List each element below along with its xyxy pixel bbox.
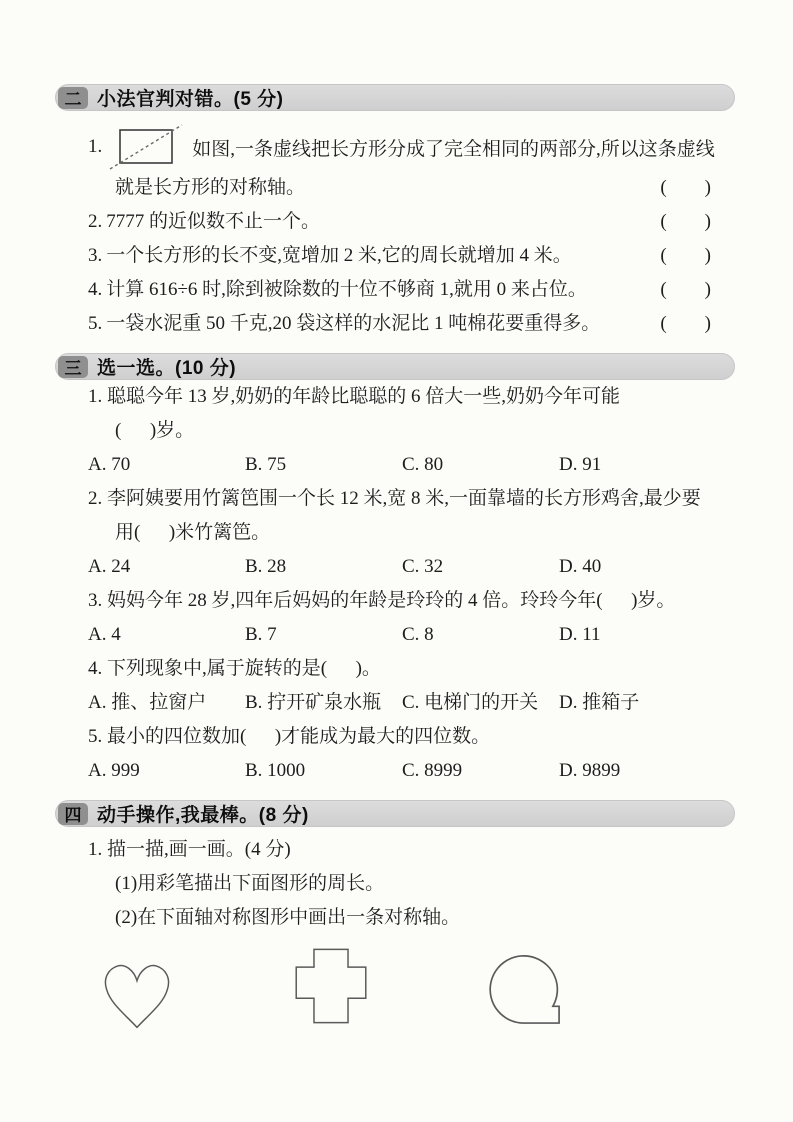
question-text: 计算 616÷6 时,除到被除数的十位不够商 1,就用 0 来占位。 — [106, 279, 587, 300]
choice-question-3-options — [55, 618, 735, 652]
section-number-badge: 三 — [58, 356, 88, 378]
heart-figure — [100, 955, 174, 1039]
notched-circle-figure — [486, 947, 570, 1037]
question-number: 1. — [88, 136, 103, 157]
option-a: A. 70 — [88, 454, 131, 475]
option-c: C. 8999 — [402, 760, 463, 781]
section-title: 小法官判对错。(5 分) — [97, 89, 284, 110]
judge-question-5 — [55, 307, 735, 341]
option-a: A. 推、拉窗户 — [88, 692, 207, 713]
answer-blank: ( ) — [660, 177, 711, 198]
option-d: D. 推箱子 — [559, 692, 640, 713]
option-d: D. 91 — [559, 454, 602, 475]
choice-question-2-line1: 2. 李阿姨要用竹篱笆围一个长 12 米,宽 8 米,一面靠墙的长方形鸡舍,最少要 — [88, 488, 701, 509]
answer-blank: ( ) — [660, 245, 711, 266]
rectangle-dashed-diagonal-figure — [108, 122, 184, 172]
hands-on-sub-1: (1)用彩笔描出下面图形的周长。 — [115, 873, 385, 894]
choice-question-4-line1: 4. 下列现象中,属于旋转的是( )。 — [88, 658, 381, 679]
option-b: B. 拧开矿泉水瓶 — [245, 692, 382, 713]
question-number: 3. — [88, 245, 103, 266]
judge-question-4 — [55, 273, 735, 307]
question-text: 7777 的近似数不止一个。 — [106, 211, 321, 232]
section-hands-on-header — [55, 800, 735, 827]
question-text — [88, 273, 587, 307]
judge-question-1 — [55, 123, 735, 171]
option-d: D. 11 — [559, 624, 601, 645]
option-c: C. 8 — [402, 624, 434, 645]
option-c: C. 电梯门的开关 — [402, 692, 539, 713]
question-text: 如图,一条虚线把长方形分成了完全相同的两部分,所以这条虚线 — [192, 138, 715, 160]
answer-blank: ( ) — [660, 279, 711, 300]
choice-question-5-line1: 5. 最小的四位数加( )才能成为最大的四位数。 — [88, 726, 491, 747]
cross-figure — [294, 947, 368, 1025]
option-c: C. 32 — [402, 556, 444, 577]
hands-on-question-1: 1. 描一描,画一画。(4 分) — [88, 839, 291, 860]
option-d: D. 9899 — [559, 760, 621, 781]
question-text — [88, 307, 600, 341]
figures-row — [55, 947, 735, 1039]
choice-question-2-line2: 用( )米竹篱笆。 — [115, 522, 271, 543]
section-title: 选一选。(10 分) — [97, 358, 237, 379]
question-number: 4. — [88, 279, 103, 300]
option-a: A. 999 — [88, 760, 140, 781]
question-text: 一袋水泥重 50 千克,20 袋这样的水泥比 1 吨棉花要重得多。 — [106, 313, 601, 334]
question-text — [88, 239, 572, 273]
section-title: 动手操作,我最棒。(8 分) — [97, 805, 309, 826]
option-c: C. 80 — [402, 454, 444, 475]
choice-question-3-line1: 3. 妈妈今年 28 岁,四年后妈妈的年龄是玲玲的 4 倍。玲玲今年( )岁。 — [88, 590, 676, 611]
option-d: D. 40 — [559, 556, 602, 577]
choice-question-1-options — [55, 448, 735, 482]
section-judge — [55, 84, 735, 341]
question-number: 5. — [88, 313, 103, 334]
section-choose-header — [55, 353, 735, 380]
question-text: 一个长方形的长不变,宽增加 2 米,它的周长就增加 4 米。 — [106, 245, 572, 266]
option-a: A. 4 — [88, 624, 121, 645]
choice-question-1-line2: ( )岁。 — [115, 420, 195, 441]
question-text: 就是长方形的对称轴。 — [115, 177, 306, 198]
section-judge-header — [55, 84, 735, 111]
hands-on-sub-2: (2)在下面轴对称图形中画出一条对称轴。 — [115, 907, 461, 928]
choice-question-5-options — [55, 754, 735, 788]
section-hands-on — [55, 800, 735, 1039]
section-number-badge: 四 — [58, 803, 88, 825]
option-b: B. 75 — [245, 454, 287, 475]
option-a: A. 24 — [88, 556, 131, 577]
question-number: 2. — [88, 211, 103, 232]
judge-question-2 — [55, 205, 735, 239]
judge-question-1-cont — [55, 171, 735, 205]
choice-question-1-line1: 1. 聪聪今年 13 岁,奶奶的年龄比聪聪的 6 倍大一些,奶奶今年可能 — [88, 386, 621, 407]
judge-question-3 — [55, 239, 735, 273]
question-text — [88, 205, 320, 239]
option-b: B. 28 — [245, 556, 287, 577]
section-number-badge: 二 — [58, 87, 88, 109]
answer-blank: ( ) — [660, 313, 711, 334]
option-b: B. 1000 — [245, 760, 306, 781]
option-b: B. 7 — [245, 624, 277, 645]
choice-question-4-options — [55, 686, 735, 720]
choice-question-2-options — [55, 550, 735, 584]
answer-blank: ( ) — [660, 211, 711, 232]
section-choose — [55, 353, 735, 788]
